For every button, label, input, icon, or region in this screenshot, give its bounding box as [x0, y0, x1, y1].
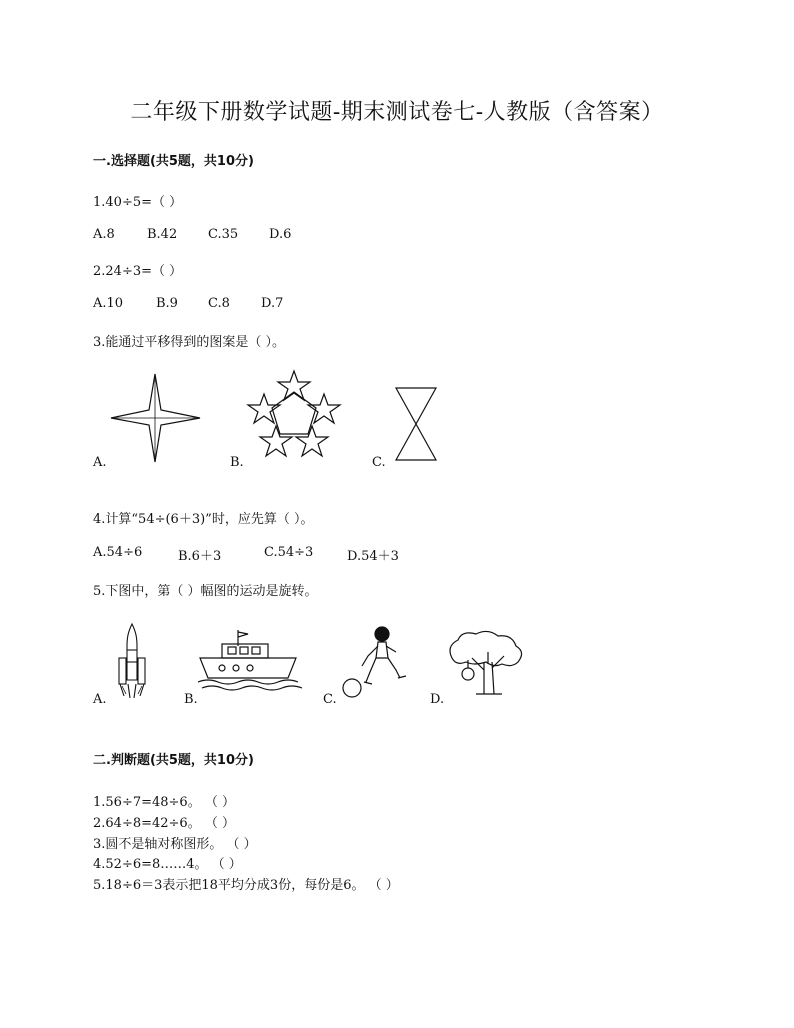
- question-2: 2.24÷3=（ ）: [93, 264, 183, 279]
- rocket-figure: [116, 622, 148, 700]
- boat-figure: [196, 628, 308, 694]
- q3-label-a: A.: [93, 455, 107, 470]
- judgment-item-5: 5.18÷6＝3表示把18平均分成3份，每份是6。 （ ）: [93, 878, 399, 893]
- q3-label-b: B.: [230, 455, 244, 470]
- kicking-ball-figure: [340, 626, 410, 698]
- five-stars-figure: [246, 368, 342, 462]
- q1-option-b: B.42: [147, 227, 178, 242]
- question-4: 4.计算“54÷(6＋3)”时，应先算（ ）。: [93, 512, 314, 527]
- q2-option-c: C.8: [208, 296, 230, 311]
- q4-option-b: B.6＋3: [178, 549, 222, 564]
- page-title: 二年级下册数学试题-期末测试卷七-人教版（含答案）: [130, 100, 664, 125]
- judgment-item-3: 3.圆不是轴对称图形。 （ ）: [93, 837, 257, 852]
- q5-label-b: B.: [184, 692, 198, 707]
- q4-option-c: C.54÷3: [264, 545, 314, 560]
- section-1-heading: 一.选择题(共5题，共10分): [93, 154, 254, 169]
- q2-option-b: B.9: [156, 296, 178, 311]
- q5-label-a: A.: [93, 692, 107, 707]
- q4-option-d: D.54＋3: [347, 549, 399, 564]
- tree-figure: [444, 628, 526, 698]
- q2-option-a: A.10: [93, 296, 124, 311]
- section-2-heading: 二.判断题(共5题，共10分): [93, 753, 254, 768]
- q5-label-d: D.: [430, 692, 445, 707]
- question-1: 1.40÷5=（ ）: [93, 195, 183, 210]
- q1-option-d: D.6: [269, 227, 292, 242]
- q2-option-d: D.7: [261, 296, 284, 311]
- judgment-item-2: 2.64÷8=42÷6。 （ ）: [93, 816, 235, 831]
- q1-option-c: C.35: [208, 227, 239, 242]
- q1-option-a: A.8: [93, 227, 115, 242]
- four-pointed-star-figure: [108, 372, 204, 464]
- question-3: 3.能通过平移得到的图案是（ ）。: [93, 335, 286, 350]
- judgment-item-1: 1.56÷7=48÷6。 （ ）: [93, 795, 235, 810]
- hourglass-figure: [394, 386, 438, 462]
- q3-label-c: C.: [372, 455, 386, 470]
- question-5: 5.下图中，第（ ）幅图的运动是旋转。: [93, 584, 318, 599]
- q4-option-a: A.54÷6: [93, 545, 143, 560]
- judgment-item-4: 4.52÷6=8……4。 （ ）: [93, 857, 242, 872]
- q5-label-c: C.: [323, 692, 337, 707]
